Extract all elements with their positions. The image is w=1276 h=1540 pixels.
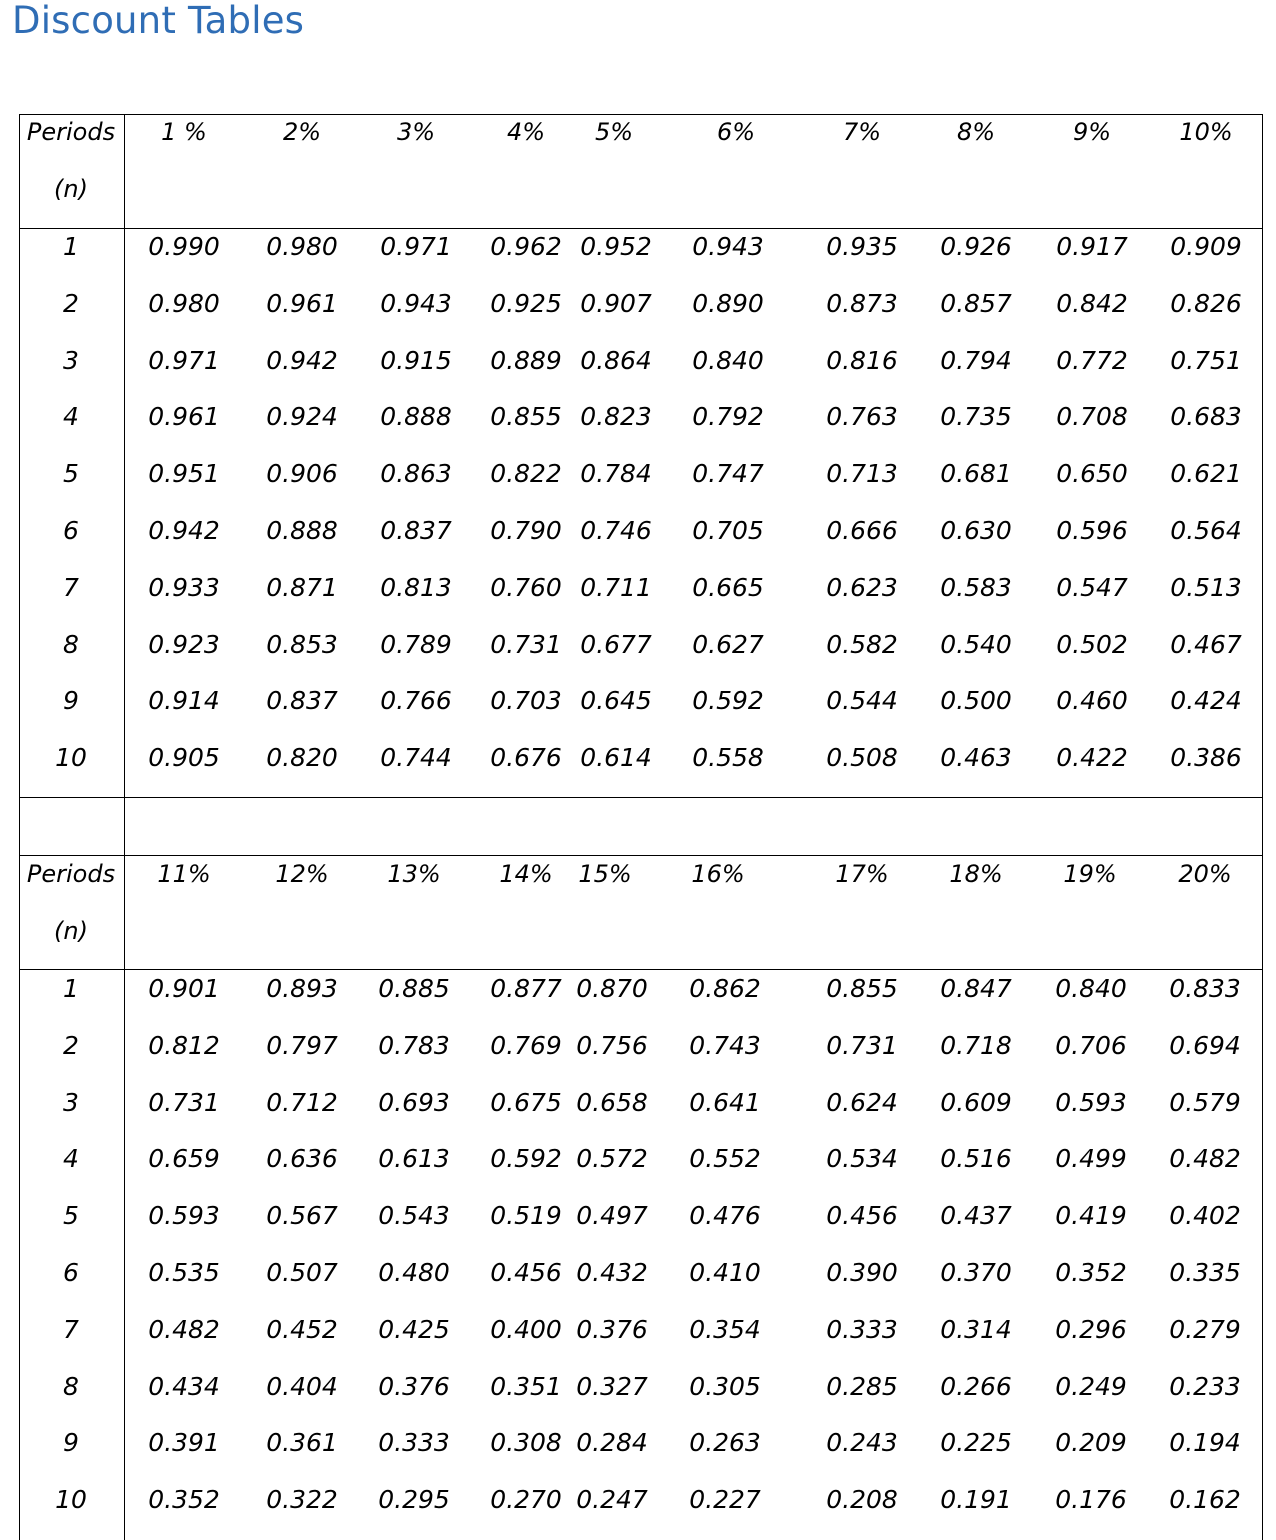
periods-header: Periods	[26, 860, 116, 888]
discount-factor: 0.621	[1170, 459, 1242, 489]
discount-factor: 0.400	[490, 1314, 562, 1344]
discount-factor: 0.176	[1055, 1485, 1127, 1515]
discount-factor: 0.572	[576, 1144, 648, 1174]
discount-factor: 0.694	[1169, 1030, 1241, 1060]
periods-column-divider	[124, 855, 125, 1540]
discount-factor: 0.535	[148, 1258, 220, 1287]
discount-factor: 0.901	[148, 974, 220, 1003]
discount-factor: 0.906	[266, 459, 338, 489]
table-top-border	[19, 855, 1262, 856]
discount-factor: 0.772	[1056, 345, 1128, 375]
discount-factor: 0.419	[1055, 1201, 1127, 1231]
discount-factor: 0.980	[148, 288, 220, 318]
discount-factor: 0.853	[266, 629, 338, 659]
table-right-border	[1262, 855, 1263, 1540]
rate-header: 11%	[157, 860, 211, 888]
discount-factor: 0.888	[266, 516, 338, 545]
discount-factor: 0.314	[940, 1314, 1012, 1344]
period-number: 9	[63, 1428, 79, 1458]
discount-factor: 0.823	[580, 402, 652, 432]
rate-header: 1 %	[161, 118, 207, 146]
discount-factor: 0.296	[1055, 1314, 1127, 1344]
discount-factor: 0.593	[148, 1201, 220, 1231]
discount-factor: 0.513	[1170, 572, 1242, 602]
period-number: 1	[63, 974, 79, 1003]
discount-factor: 0.933	[148, 572, 220, 602]
discount-factor: 0.191	[940, 1485, 1012, 1515]
discount-factor: 0.351	[490, 1371, 562, 1401]
rate-header: 8%	[956, 118, 996, 146]
discount-factor: 0.837	[380, 516, 452, 545]
discount-factor: 0.706	[1055, 1030, 1127, 1060]
period-number: 5	[63, 1201, 79, 1231]
discount-factor: 0.322	[266, 1485, 338, 1515]
discount-factor: 0.925	[490, 288, 562, 318]
discount-factor: 0.909	[1170, 232, 1242, 261]
discount-factor: 0.376	[378, 1371, 450, 1401]
discount-factor: 0.760	[490, 572, 562, 602]
discount-factor: 0.609	[940, 1087, 1012, 1117]
discount-factor: 0.890	[692, 288, 764, 318]
discount-factor: 0.270	[490, 1485, 562, 1515]
discount-factor: 0.422	[1056, 743, 1128, 773]
discount-factor: 0.194	[1169, 1428, 1241, 1458]
discount-factor: 0.482	[148, 1314, 220, 1344]
discount-factor: 0.914	[148, 686, 220, 716]
discount-factor: 0.285	[826, 1371, 898, 1401]
discount-factor: 0.857	[940, 288, 1012, 318]
discount-factor: 0.826	[1170, 288, 1242, 318]
discount-factor: 0.480	[378, 1258, 450, 1287]
discount-factor: 0.502	[1056, 629, 1128, 659]
period-number: 5	[63, 459, 79, 489]
discount-factor: 0.885	[378, 974, 450, 1003]
discount-factor: 0.266	[940, 1371, 1012, 1401]
discount-factor: 0.352	[148, 1485, 220, 1515]
discount-factor: 0.390	[826, 1258, 898, 1287]
discount-factor: 0.961	[148, 402, 220, 432]
table-border	[1262, 797, 1263, 855]
discount-factor: 0.790	[490, 516, 562, 545]
discount-factor: 0.636	[266, 1144, 338, 1174]
discount-factor: 0.712	[266, 1087, 338, 1117]
discount-factor: 0.990	[148, 232, 220, 261]
period-number: 6	[63, 516, 79, 545]
discount-factor: 0.534	[826, 1144, 898, 1174]
table-top-border	[19, 114, 1262, 115]
discount-factor: 0.467	[1170, 629, 1242, 659]
discount-factor: 0.907	[580, 288, 652, 318]
discount-factor: 0.666	[826, 516, 898, 545]
n-header: (n)	[54, 917, 88, 945]
rate-header: 17%	[835, 860, 889, 888]
discount-factor: 0.822	[490, 459, 562, 489]
discount-factor: 0.783	[378, 1030, 450, 1060]
period-number: 10	[55, 1485, 87, 1515]
discount-factor: 0.935	[826, 232, 898, 261]
table-left-border	[19, 114, 20, 797]
period-number: 7	[63, 1314, 79, 1344]
rate-header: 4%	[506, 118, 546, 146]
discount-factor: 0.424	[1170, 686, 1242, 716]
discount-factor: 0.794	[940, 345, 1012, 375]
discount-factor: 0.731	[490, 629, 562, 659]
discount-factor: 0.855	[826, 974, 898, 1003]
discount-factor: 0.677	[580, 629, 652, 659]
discount-factor: 0.582	[826, 629, 898, 659]
discount-factor: 0.756	[576, 1030, 648, 1060]
discount-factor: 0.225	[940, 1428, 1012, 1458]
discount-factor: 0.279	[1169, 1314, 1241, 1344]
discount-factor: 0.840	[1055, 974, 1127, 1003]
period-number: 2	[63, 1030, 79, 1060]
discount-factor: 0.592	[490, 1144, 562, 1174]
discount-factor: 0.583	[940, 572, 1012, 602]
discount-factor: 0.713	[826, 459, 898, 489]
discount-factor: 0.410	[689, 1258, 761, 1287]
discount-factor: 0.873	[826, 288, 898, 318]
discount-factor: 0.792	[692, 402, 764, 432]
rate-header: 14%	[499, 860, 553, 888]
discount-factor: 0.592	[692, 686, 764, 716]
table-bottom-border	[19, 797, 1262, 798]
discount-factor: 0.208	[826, 1485, 898, 1515]
discount-factor: 0.731	[826, 1030, 898, 1060]
discount-factor: 0.837	[266, 686, 338, 716]
discount-factor: 0.333	[826, 1314, 898, 1344]
discount-factor: 0.705	[692, 516, 764, 545]
discount-factor: 0.862	[689, 974, 761, 1003]
period-number: 1	[63, 232, 79, 261]
discount-factor: 0.864	[580, 345, 652, 375]
discount-factor: 0.659	[148, 1144, 220, 1174]
period-number: 10	[55, 743, 87, 773]
periods-column-divider	[124, 114, 125, 797]
discount-factor: 0.797	[266, 1030, 338, 1060]
discount-factor: 0.952	[580, 232, 652, 261]
discount-factor: 0.820	[266, 743, 338, 773]
rate-header: 16%	[691, 860, 745, 888]
period-number: 6	[63, 1258, 79, 1287]
discount-factor: 0.209	[1055, 1428, 1127, 1458]
discount-factor: 0.731	[148, 1087, 220, 1117]
discount-factor: 0.482	[1169, 1144, 1241, 1174]
discount-factor: 0.593	[1055, 1087, 1127, 1117]
discount-factor: 0.516	[940, 1144, 1012, 1174]
rate-header: 18%	[949, 860, 1003, 888]
discount-factor: 0.547	[1056, 572, 1128, 602]
period-number: 2	[63, 288, 79, 318]
rate-header: 7%	[842, 118, 882, 146]
discount-factor: 0.871	[266, 572, 338, 602]
rate-header: 10%	[1179, 118, 1233, 146]
discount-factor: 0.962	[490, 232, 562, 261]
period-number: 8	[63, 629, 79, 659]
discount-factor: 0.402	[1169, 1201, 1241, 1231]
discount-factor: 0.658	[576, 1087, 648, 1117]
discount-factor: 0.812	[148, 1030, 220, 1060]
discount-factor: 0.942	[148, 516, 220, 545]
discount-factor: 0.543	[378, 1201, 450, 1231]
discount-factor: 0.460	[1056, 686, 1128, 716]
rate-header: 20%	[1178, 860, 1232, 888]
discount-factor: 0.333	[378, 1428, 450, 1458]
discount-factor: 0.500	[940, 686, 1012, 716]
discount-factor: 0.623	[826, 572, 898, 602]
discount-factor: 0.476	[689, 1201, 761, 1231]
period-number: 7	[63, 572, 79, 602]
discount-factor: 0.847	[940, 974, 1012, 1003]
discount-factor: 0.243	[826, 1428, 898, 1458]
discount-factor: 0.816	[826, 345, 898, 375]
discount-factor: 0.463	[940, 743, 1012, 773]
discount-factor: 0.519	[490, 1201, 562, 1231]
discount-factor: 0.681	[940, 459, 1012, 489]
discount-factor: 0.376	[576, 1314, 648, 1344]
discount-factor: 0.552	[689, 1144, 761, 1174]
rate-header: 15%	[578, 860, 632, 888]
discount-factor: 0.840	[692, 345, 764, 375]
n-header: (n)	[54, 175, 88, 203]
discount-factor: 0.833	[1169, 974, 1241, 1003]
discount-factor: 0.915	[380, 345, 452, 375]
period-number: 4	[63, 402, 79, 432]
discount-factor: 0.746	[580, 516, 652, 545]
discount-factor: 0.540	[940, 629, 1012, 659]
discount-factor: 0.452	[266, 1314, 338, 1344]
discount-factor: 0.499	[1055, 1144, 1127, 1174]
discount-factor: 0.744	[380, 743, 452, 773]
discount-factor: 0.437	[940, 1201, 1012, 1231]
table-left-border	[19, 855, 20, 1540]
discount-factor: 0.507	[266, 1258, 338, 1287]
discount-factor: 0.558	[692, 743, 764, 773]
table-border	[19, 797, 20, 855]
discount-factor: 0.735	[940, 402, 1012, 432]
discount-factor: 0.645	[580, 686, 652, 716]
discount-factor: 0.942	[266, 345, 338, 375]
discount-factor: 0.703	[490, 686, 562, 716]
discount-factor: 0.789	[380, 629, 452, 659]
discount-factor: 0.971	[148, 345, 220, 375]
discount-factor: 0.747	[692, 459, 764, 489]
discount-factor: 0.766	[380, 686, 452, 716]
discount-factor: 0.708	[1056, 402, 1128, 432]
discount-factor: 0.905	[148, 743, 220, 773]
discount-factor: 0.497	[576, 1201, 648, 1231]
discount-factor: 0.665	[692, 572, 764, 602]
discount-factor: 0.567	[266, 1201, 338, 1231]
discount-factor: 0.718	[940, 1030, 1012, 1060]
discount-factor: 0.784	[580, 459, 652, 489]
discount-factor: 0.763	[826, 402, 898, 432]
discount-factor: 0.308	[490, 1428, 562, 1458]
discount-factor: 0.391	[148, 1428, 220, 1458]
discount-factor: 0.971	[380, 232, 452, 261]
discount-factor: 0.980	[266, 232, 338, 261]
rate-header: 2%	[282, 118, 322, 146]
rate-header: 12%	[275, 860, 329, 888]
discount-factor: 0.233	[1169, 1371, 1241, 1401]
period-number: 4	[63, 1144, 79, 1174]
discount-factor: 0.335	[1169, 1258, 1241, 1287]
discount-factor: 0.855	[490, 402, 562, 432]
discount-factor: 0.624	[826, 1087, 898, 1117]
discount-factor: 0.650	[1056, 459, 1128, 489]
discount-factor: 0.508	[826, 743, 898, 773]
table-right-border	[1262, 114, 1263, 797]
header-separator	[19, 969, 1262, 970]
discount-factor: 0.951	[148, 459, 220, 489]
period-number: 3	[63, 345, 79, 375]
discount-factor: 0.675	[490, 1087, 562, 1117]
discount-factor: 0.386	[1170, 743, 1242, 773]
discount-factor: 0.596	[1056, 516, 1128, 545]
discount-factor: 0.924	[266, 402, 338, 432]
discount-factor: 0.263	[689, 1428, 761, 1458]
discount-factor: 0.683	[1170, 402, 1242, 432]
discount-factor: 0.432	[576, 1258, 648, 1287]
period-number: 9	[63, 686, 79, 716]
rate-header: 9%	[1072, 118, 1112, 146]
discount-factor: 0.370	[940, 1258, 1012, 1287]
discount-factor: 0.564	[1170, 516, 1242, 545]
discount-factor: 0.711	[580, 572, 652, 602]
discount-factor: 0.247	[576, 1485, 648, 1515]
discount-factor: 0.923	[148, 629, 220, 659]
rate-header: 5%	[594, 118, 634, 146]
discount-factor: 0.813	[380, 572, 452, 602]
period-number: 3	[63, 1087, 79, 1117]
discount-factor: 0.249	[1055, 1371, 1127, 1401]
discount-factor: 0.456	[490, 1258, 562, 1287]
discount-factor: 0.888	[380, 402, 452, 432]
rate-header: 6%	[716, 118, 756, 146]
discount-factor: 0.870	[576, 974, 648, 1003]
discount-factor: 0.676	[490, 743, 562, 773]
discount-factor: 0.305	[689, 1371, 761, 1401]
discount-factor: 0.456	[826, 1201, 898, 1231]
discount-factor: 0.943	[380, 288, 452, 318]
rate-header: 3%	[396, 118, 436, 146]
discount-factor: 0.926	[940, 232, 1012, 261]
discount-factor: 0.877	[490, 974, 562, 1003]
discount-factor: 0.863	[380, 459, 452, 489]
discount-factor: 0.961	[266, 288, 338, 318]
header-separator	[19, 228, 1262, 229]
discount-factor: 0.579	[1169, 1087, 1241, 1117]
discount-factor: 0.295	[378, 1485, 450, 1515]
periods-header: Periods	[26, 118, 116, 146]
discount-factor: 0.425	[378, 1314, 450, 1344]
rate-header: 19%	[1063, 860, 1117, 888]
rate-header: 13%	[387, 860, 441, 888]
discount-factor: 0.627	[692, 629, 764, 659]
page-title: Discount Tables	[12, 0, 305, 42]
discount-factor: 0.917	[1056, 232, 1128, 261]
discount-factor: 0.354	[689, 1314, 761, 1344]
discount-factor: 0.162	[1169, 1485, 1241, 1515]
discount-factor: 0.893	[266, 974, 338, 1003]
discount-factor: 0.769	[490, 1030, 562, 1060]
discount-factor: 0.614	[580, 743, 652, 773]
discount-factor: 0.227	[689, 1485, 761, 1515]
discount-factor: 0.630	[940, 516, 1012, 545]
table-border	[124, 797, 125, 855]
discount-factor: 0.284	[576, 1428, 648, 1458]
discount-factor: 0.751	[1170, 345, 1242, 375]
discount-factor: 0.743	[689, 1030, 761, 1060]
discount-factor: 0.361	[266, 1428, 338, 1458]
discount-factor: 0.693	[378, 1087, 450, 1117]
discount-factor: 0.327	[576, 1371, 648, 1401]
discount-factor: 0.889	[490, 345, 562, 375]
discount-factor: 0.641	[689, 1087, 761, 1117]
period-number: 8	[63, 1371, 79, 1401]
discount-factor: 0.613	[378, 1144, 450, 1174]
discount-factor: 0.434	[148, 1371, 220, 1401]
discount-factor: 0.943	[692, 232, 764, 261]
discount-factor: 0.842	[1056, 288, 1128, 318]
discount-factor: 0.544	[826, 686, 898, 716]
discount-factor: 0.404	[266, 1371, 338, 1401]
discount-factor: 0.352	[1055, 1258, 1127, 1287]
